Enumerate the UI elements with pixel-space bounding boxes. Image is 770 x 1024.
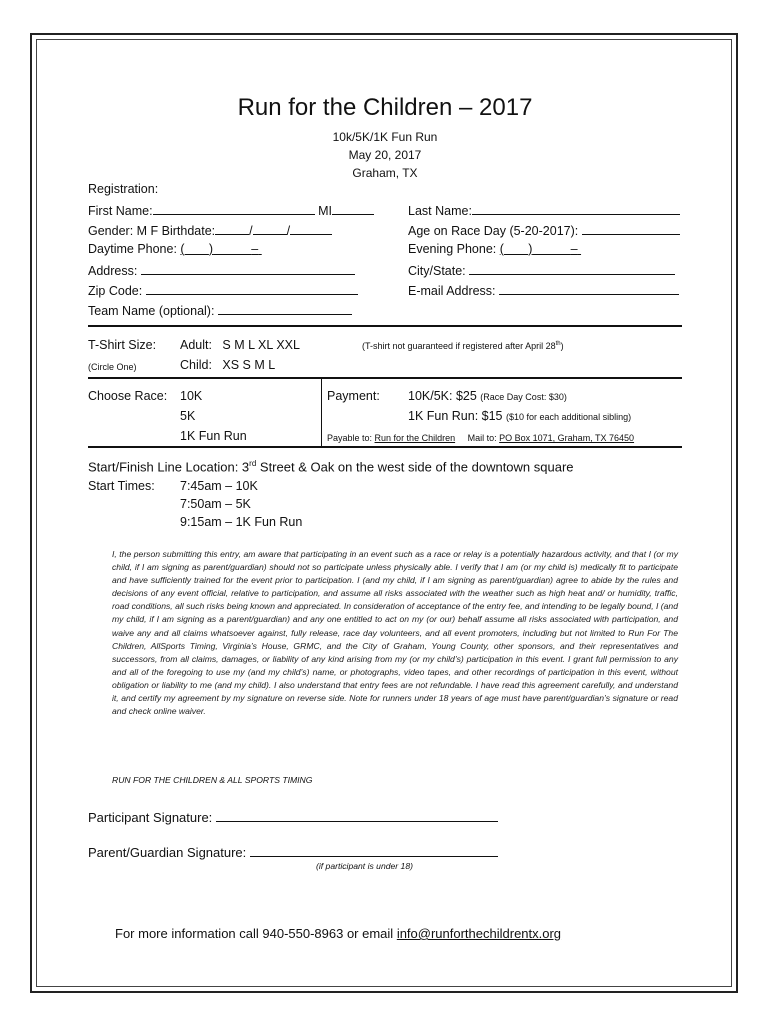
parent-signature-note: (if participant is under 18) bbox=[316, 861, 413, 871]
daytime-phone-label: Daytime Phone: bbox=[88, 242, 177, 256]
tshirt-label: T-Shirt Size: bbox=[88, 338, 157, 352]
parent-signature-label: Parent/Guardian Signature: bbox=[88, 845, 247, 860]
child-sizes: XS S M L bbox=[222, 358, 276, 372]
adult-sizes: S M L XL XXL bbox=[222, 338, 300, 352]
payable-mail-info bbox=[327, 433, 634, 443]
footer-text: For more information call 940-550-8963 or email bbox=[115, 926, 397, 941]
race-distances: 10k/5K/1K Fun Run bbox=[332, 130, 438, 144]
evening-phone-label: Evening Phone: bbox=[408, 242, 497, 256]
race-option-1k[interactable]: 1K Fun Run bbox=[180, 429, 247, 443]
price-10k-5k bbox=[408, 389, 567, 403]
tshirt-note-text: (T-shirt not guaranteed if registered after April 28 bbox=[362, 341, 556, 351]
last-name-field[interactable] bbox=[408, 202, 680, 218]
date-slash: / bbox=[286, 224, 291, 238]
daytime-phone-field[interactable] bbox=[88, 242, 358, 256]
form-title: Run for the Children – 2017 bbox=[237, 94, 533, 121]
divider-middle bbox=[88, 377, 682, 379]
start-time-5k: 7:50am – 5K bbox=[180, 497, 251, 511]
age-field[interactable] bbox=[408, 222, 680, 238]
race-option-5k[interactable]: 5K bbox=[180, 409, 196, 423]
phone-open: ( bbox=[180, 242, 185, 256]
first-name-label: First Name: bbox=[88, 204, 153, 218]
contact-email-link[interactable]: info@runforthechildrentx.org bbox=[396, 926, 562, 941]
circle-one-note: (Circle One) bbox=[88, 362, 137, 372]
sibling-discount-note: ($10 for each additional sibling) bbox=[506, 412, 632, 422]
evening-phone-field[interactable] bbox=[408, 242, 678, 256]
city-state-label: City/State: bbox=[408, 264, 466, 278]
team-name-field[interactable] bbox=[88, 302, 352, 318]
phone-close: ) bbox=[528, 242, 533, 256]
waiver-signoff: RUN FOR THE CHILDREN & ALL SPORTS TIMING bbox=[112, 775, 313, 785]
date-slash: / bbox=[249, 224, 253, 238]
email-label: E-mail Address: bbox=[408, 284, 496, 298]
child-size-options[interactable] bbox=[180, 358, 275, 372]
location-text-b: Street & Oak on the west side of the downtown square bbox=[256, 459, 574, 475]
email-field[interactable] bbox=[408, 282, 679, 298]
participant-signature-field[interactable] bbox=[88, 808, 498, 825]
last-name-label: Last Name: bbox=[408, 204, 472, 218]
mail-address: PO Box 1071, Graham, TX 76450 bbox=[499, 433, 635, 443]
divider-top bbox=[88, 325, 682, 327]
gender-birthdate-field[interactable] bbox=[88, 222, 332, 238]
race-payment-divider bbox=[321, 378, 322, 446]
team-name-label: Team Name (optional): bbox=[88, 304, 215, 318]
start-time-10k: 7:45am – 10K bbox=[180, 479, 258, 493]
race-date: May 20, 2017 bbox=[348, 148, 422, 162]
zip-label: Zip Code: bbox=[88, 284, 143, 298]
tshirt-note-end: ) bbox=[560, 341, 564, 351]
location-sup: rd bbox=[249, 459, 257, 468]
race-option-10k[interactable]: 10K bbox=[180, 389, 203, 403]
registration-heading: Registration: bbox=[88, 182, 159, 196]
phone-open: ( bbox=[499, 242, 504, 256]
start-time-1k: 9:15am – 1K Fun Run bbox=[180, 515, 303, 529]
tshirt-deadline-note bbox=[362, 341, 564, 351]
price-1k bbox=[408, 409, 631, 423]
price-10k-5k-text: 10K/5K: $25 bbox=[408, 389, 477, 403]
footer-contact bbox=[115, 926, 561, 941]
phone-dash: – bbox=[570, 242, 578, 256]
race-location: Graham, TX bbox=[352, 166, 418, 180]
child-label: Child: bbox=[180, 358, 212, 372]
address-field[interactable] bbox=[88, 262, 355, 278]
race-day-cost-note: (Race Day Cost: $30) bbox=[480, 392, 567, 402]
location-text-a: Start/Finish Line Location: 3 bbox=[88, 459, 250, 475]
address-label: Address: bbox=[88, 264, 138, 278]
adult-label: Adult: bbox=[180, 338, 212, 352]
first-name-field[interactable] bbox=[88, 202, 374, 218]
divider-bottom bbox=[88, 446, 682, 448]
price-1k-text: 1K Fun Run: $15 bbox=[408, 409, 503, 423]
start-times-label: Start Times: bbox=[88, 479, 155, 493]
age-label: Age on Race Day (5-20-2017): bbox=[408, 224, 579, 238]
payable-to: Run for the Children bbox=[374, 433, 456, 443]
choose-race-label: Choose Race: bbox=[88, 389, 168, 403]
phone-dash: – bbox=[251, 242, 259, 256]
parent-signature-field[interactable] bbox=[88, 843, 498, 860]
mail-label: Mail to: bbox=[467, 433, 497, 443]
adult-size-options[interactable] bbox=[180, 338, 300, 352]
gender-label: Gender: M F Birthdate: bbox=[88, 224, 216, 238]
payable-label: Payable to: bbox=[327, 433, 373, 443]
phone-close: ) bbox=[208, 242, 214, 256]
start-finish-location bbox=[88, 459, 574, 474]
payment-label: Payment: bbox=[327, 389, 380, 403]
zip-field[interactable] bbox=[88, 282, 358, 298]
participant-signature-label: Participant Signature: bbox=[88, 810, 213, 825]
liability-waiver: I, the person submitting this entry, am aware that participating in an event such as a race or relay is a potentially hazardous activity, and that I (or my child, if I am signing as parent/guardian) should not so participate unless physically able. I verify that I am (or my child is) medically fit to participate and have sufficiently trained for the event prior to participation. I (and my child, if I am signing as parent/guardian) agree to abide by the rules and decisions of any event official, relative to participation, and assume all risks associated with the weather such as high heat and/ or humidity, traffic, road conditions, all such risks being known and appreciated. In consideration of acceptance of the entry fee, and intending to be legally bound, I (and my child, if I am signing as a parent/guardian) and any one entitled to act on my (or our) behalf assume all risks associated with participation, and waive any and all claims whatsoever against, fully release, race day volunteers, and all event promoters, including but not limited to Run For The Children, AllSports Timing, Virginia’s House, GRMC, and the City of Graham, Young County, other sponsors, and their representatives and successors, from all claims, damages, or liability of any kind arising from my (or my child’s) participation in this event. I grant full permission to any and all of the foregoing to use my (and my child’s) name, or photographs, video tapes, and other recordings of participation in this event, without obligation or liability to me (and my child). I also understand that entry fees are not refundable. I have read this agreement carefully, and understand it, and certify my agreement by my signature on reverse side. Note for runners under 18 years of age must have parent/guardian’s signature or read and check online waiver. bbox=[112, 549, 678, 717]
mi-label: MI bbox=[318, 204, 332, 218]
city-state-field[interactable] bbox=[408, 262, 675, 278]
tshirt-note-sup: th bbox=[555, 341, 561, 347]
